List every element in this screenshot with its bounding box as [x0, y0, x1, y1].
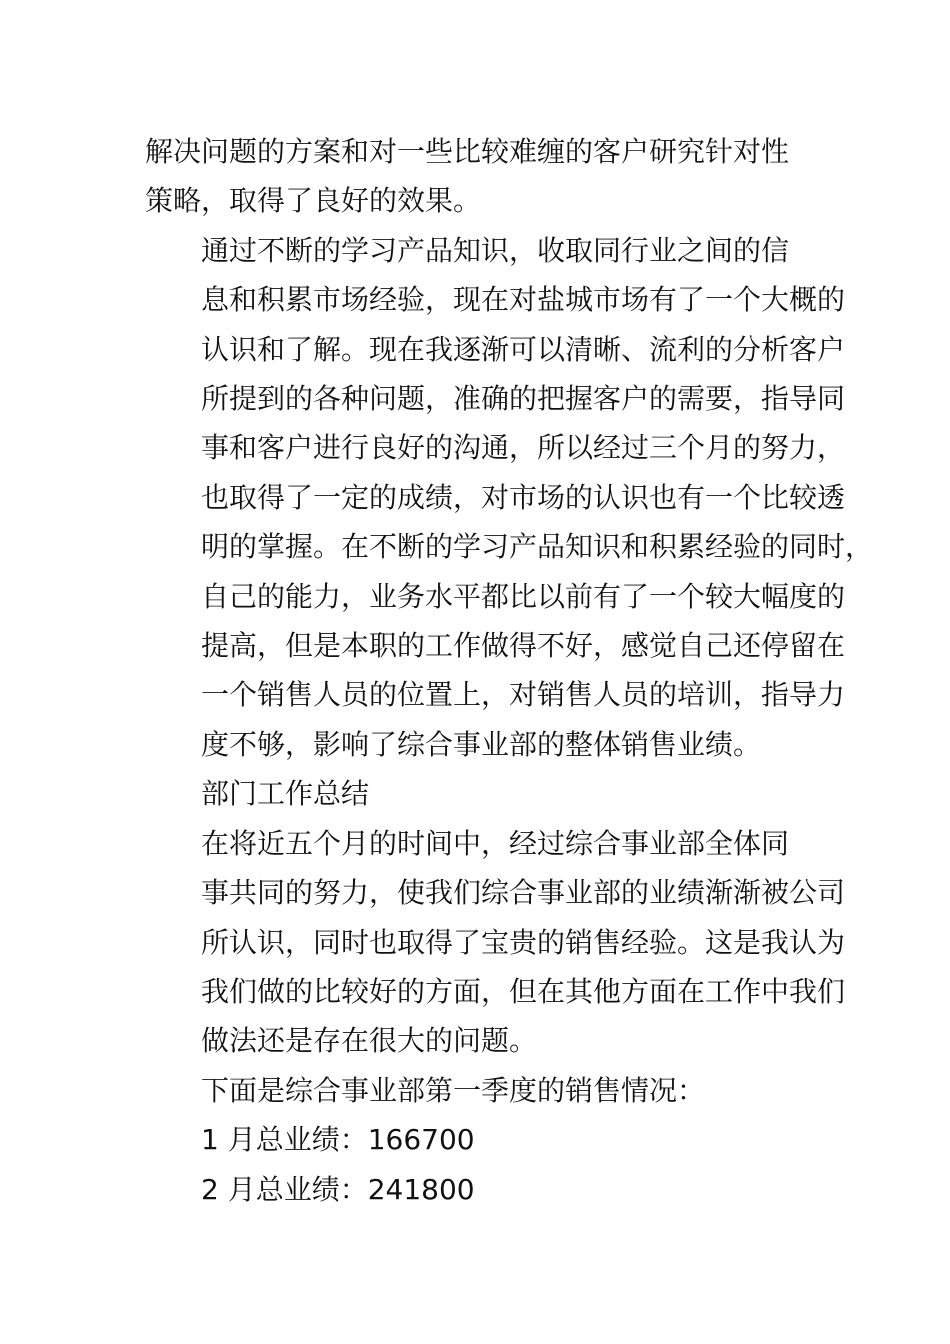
text-line: 一个销售人员的位置上，对销售人员的培训，指导力	[201, 678, 846, 712]
sales-line-january: 1 月总业绩：166700	[201, 1123, 475, 1157]
sales-february	[145, 1165, 815, 1214]
paragraph-approach-continued	[145, 127, 815, 226]
section-heading-text: 部门工作总结	[201, 777, 370, 811]
text-line: 所提到的各种问题，准确的把握客户的需要，指导同	[201, 382, 846, 416]
section-heading-department-summary	[145, 769, 815, 818]
text-line: 我们做的比较好的方面，但在其他方面在工作中我们	[201, 974, 846, 1008]
text-line: 认识和了解。现在我逐渐可以清晰、流利的分析客户	[201, 332, 846, 366]
paragraph-sales-intro	[145, 1066, 815, 1115]
sales-line-february: 2 月总业绩：241800	[201, 1172, 475, 1206]
text-line: 下面是综合事业部第一季度的销售情况：	[201, 1073, 706, 1107]
text-line: 明的掌握。在不断的学习产品知识和积累经验的同时，	[201, 530, 874, 564]
text-line: 息和积累市场经验，现在对盐城市场有了一个大概的	[201, 283, 846, 317]
sales-january	[145, 1115, 815, 1164]
text-line: 自己的能力，业务水平都比以前有了一个较大幅度的	[201, 579, 846, 613]
text-line: 也取得了一定的成绩，对市场的认识也有一个比较透	[201, 480, 846, 514]
paragraph-learning-progress	[145, 226, 874, 769]
text-line: 事和客户进行良好的沟通，所以经过三个月的努力，	[201, 431, 846, 465]
text-line: 提高，但是本职的工作做得不好，感觉自己还停留在	[201, 629, 846, 663]
text-line: 所认识，同时也取得了宝贵的销售经验。这是我认为	[201, 925, 846, 959]
text-line: 做法还是存在很大的问题。	[201, 1024, 538, 1058]
text-line: 通过不断的学习产品知识，收取同行业之间的信	[201, 233, 790, 267]
text-line: 解决问题的方案和对一些比较难缠的客户研究针对性	[145, 135, 790, 168]
text-line: 在将近五个月的时间中，经过综合事业部全体同	[201, 826, 790, 860]
text-line: 事共同的努力，使我们综合事业部的业绩渐渐被公司	[201, 876, 846, 910]
text-line: 度不够，影响了综合事业部的整体销售业绩。	[201, 727, 762, 761]
document-body	[145, 127, 874, 1214]
text-line: 策略，取得了良好的效果。	[145, 184, 482, 218]
paragraph-department-review	[145, 819, 846, 1066]
